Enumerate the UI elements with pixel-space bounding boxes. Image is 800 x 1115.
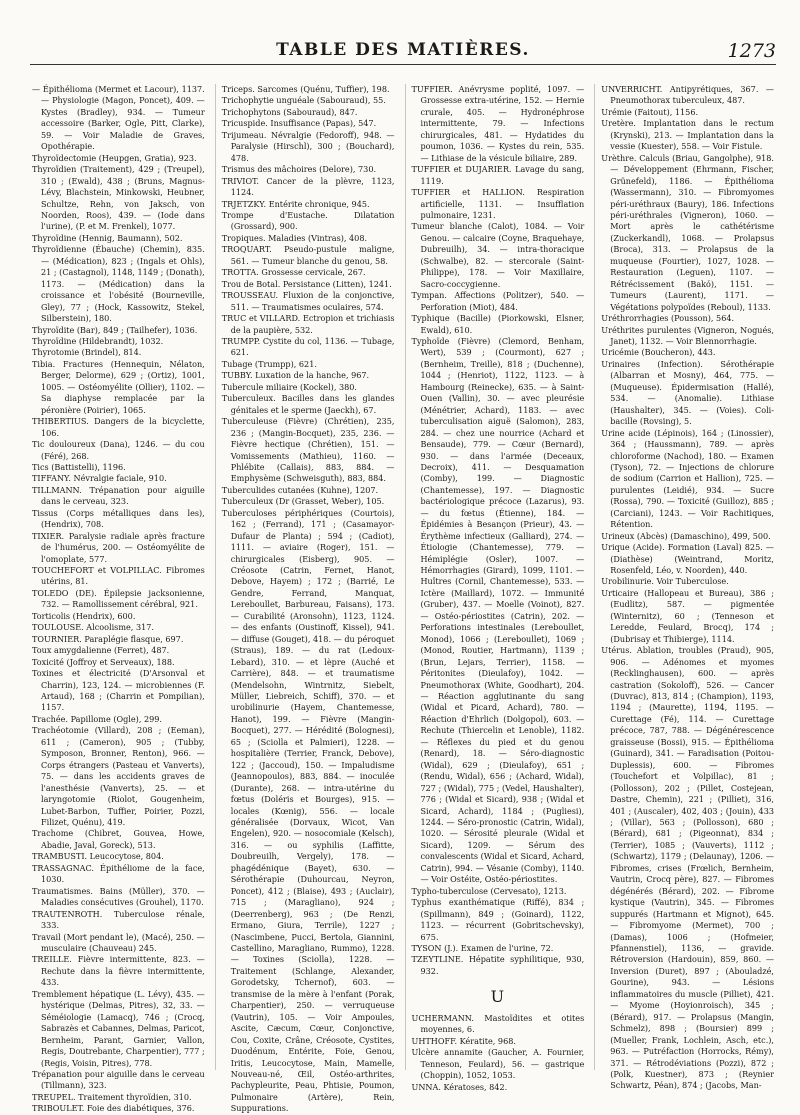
index-entry: Tissus (Corps métalliques dans les), (Hendrix), 708.	[32, 507, 205, 530]
index-column-1	[30, 84, 207, 1114]
index-entry: Tumeur blanche (Calot), 1084. — Voir Genou. — calcaire (Coyne, Braquehaye, Dubreuilh), 34. — intra-thoracique (Schwalbe), 82. — stercorale (Saint-Philippe), 178. — Voir Maxillaire, Sacro-coccygienne.	[411, 221, 585, 289]
index-entry: TOLEDO (DE). Épilepsie jacksonienne, 732. — Ramollissement cérébral, 921.	[32, 587, 205, 610]
index-entry: TYSON (J.). Examen de l'urine, 72.	[411, 942, 554, 953]
index-entry: Thyroïdienne (Ébauche) (Chemin), 835. — (Médication), 823 ; (Ingals et Ohls), 21 ; (Castagnol), 1148, 1149 ; (Donath), 1173. — (Médication) dans la croissance et l'obésité (Bourneville, Gley), 77 ; (Hock, Kassowitz, Stekel, Silberstein), 180.	[32, 244, 205, 324]
index-column-3	[405, 84, 587, 1092]
index-entry: Tuberculeux (Dr (Grasset, Weber), 105.	[221, 496, 385, 507]
index-entry: Trépanation pour aiguille dans le cerveau (Tillmann), 323.	[32, 1068, 205, 1091]
index-entry: Trichophytons (Sabouraud), 847.	[221, 106, 358, 117]
index-entry: TRIBOULET. Foie des diabétiques, 376.	[32, 1103, 195, 1114]
index-entry: TZEYTLINE. Hépatite syphilitique, 930, 932.	[411, 954, 585, 976]
index-entry: Urobilinurie. Voir Tuberculose.	[601, 576, 729, 587]
index-entry: TRASSAGNAC. Épithéliome de la face, 1030.	[32, 862, 205, 885]
index-entry: Urticaire (Hallopeau et Bureau), 386 ; (Eudlitz), 587. — pigmentée (Winternitz), 60 ; (Tenneson et Leredde, Feulard, Brocq), 174 ; (Dubrisay et Thibierge), 1114.	[601, 587, 774, 644]
running-title: TABLE DES MATIÈRES.	[276, 40, 530, 60]
index-entry: Tricuspide. Insuffisance (Papas), 547.	[221, 118, 377, 129]
index-entry: TIFFANY. Névralgie faciale, 910.	[32, 473, 167, 484]
index-entry: Thyroïdectomie (Heupgen, Gratia), 923.	[32, 152, 197, 163]
index-entry: TILLMANN. Trépanation pour aiguille dans le cerveau, 323.	[32, 484, 205, 507]
index-entry: TROTTA. Grossesse cervicale, 267.	[221, 267, 366, 278]
index-entry: Urique (Acide). Formation (Laval) 825. — (Diathèse) (Weintrand, Moritz, Rosenfeld, Léo, v. Noorden), 440.	[601, 542, 774, 576]
index-entry: Traumatismes. Bains (Müller), 370. — Maladies consécutives (Grouhel), 1170.	[32, 885, 205, 908]
index-entry: Typhus exanthématique (Riffé), 834 ; (Spillmann), 849 ; (Goinard), 1122, 1123. — récurrent (Gobritschevsky), 675.	[411, 897, 585, 942]
index-entry: TRIVIOT. Cancer de la plèvre, 1123, 1124.	[221, 175, 395, 198]
index-entry: TRUC et VILLARD. Ectropion et trichiasis de la paupière, 532.	[221, 313, 395, 335]
index-entry: Trichophytie unguéale (Sabouraud), 55.	[221, 95, 386, 106]
index-entry: Urémie (Faitout), 1156.	[601, 106, 699, 117]
index-entry: Tuberculides cutanées (Kuhne), 1207.	[221, 484, 379, 495]
index-entry: Typho-tuberculose (Cervesato), 1213.	[411, 885, 567, 896]
index-entry: TREILLE. Fièvre intermittente, 823. — Rechute dans la fièvre intermittente, 433.	[32, 954, 205, 988]
index-entry: Trachéotomie (Villard), 208 ; (Eeman), 611 ; (Cameron), 905 ; (Tubby, Symposon, Bronner, Renton), 966. — Corps étrangers (Pasteau et Vanverts), 75. — dans les accidents graves de l'anesthésie (Vanverts), 25. — et laryngotomie (Riolot, Gougenheim, Lubet-Barbon, Tuffier, Poirier, Pozzi, Filizet, Quénu), 419.	[32, 725, 205, 827]
index-entry: Uréthrorrhagies (Pousson), 564.	[601, 313, 735, 324]
index-entry: TIXIER. Paralysie radiale après fracture de l'humérus, 200. — Ostéomyélite de l'omoplate, 577.	[32, 530, 205, 564]
index-entry: Travail (Mort pendant le), (Macé), 250. — musculaire (Chauveau) 245.	[32, 931, 205, 953]
index-entry: Trismus des mâchoires (Delore), 730.	[221, 164, 377, 175]
index-entry: TROUSSEAU. Fluxion de la conjonctive, 511. — Traumatismes oculaires, 574.	[221, 290, 395, 312]
index-entry: Uretère. Implantation dans le rectum (Krynski), 213. — Implantation dans la vessie (Kuester), 558. — Voir Fistule.	[601, 118, 774, 152]
index-entry: TROQUART. Pseudo-pustule maligne, 561. — Tumeur blanche du genou, 58.	[221, 244, 395, 266]
index-entry: THIBERTIUS. Dangers de la bicyclette, 106.	[32, 416, 205, 438]
index-entry: Tuberculeuse (Fièvre) (Chrétien), 235, 236 ; (Mangin-Bocquet), 235, 236. — Fièvre hectique (Chrétien), 151. — Vomissements (Mathieu), 1160. — Phlébite (Callais), 883, 884. — Emphysème (Schweisguth), 883, 884.	[221, 416, 395, 484]
index-entry: Toxines et électricité (D'Arsonval et Charrin), 123, 124. — microbiennes (F. Artaud), 168 ; (Charrin et Pompilian), 1157.	[32, 668, 205, 713]
index-entry: UCHERMANN. Mastoïdites et otites moyennes, 6.	[411, 1012, 585, 1035]
index-entry: Urineux (Abcès) (Damaschino), 499, 500.	[601, 530, 771, 541]
index-entry: TOUCHEFORT et VOLPILLAC. Fibromes utérins, 81.	[32, 565, 205, 587]
index-entry: Tuberculeux. Bacilles dans les glandes génitales et le sperme (Jaeckh), 67.	[221, 393, 395, 415]
index-entry: Tremblement hépatique (L. Lévy), 435. — hystérique (Delmas, Pitres), 32, 33. — Séméiologie (Lamacq), 746 ; (Crocq, Sabrazès et Cabannes, Delmas, Paricot, Bernheim, Parant, Garnier, Vallon, Regis, Doutrebante, Charpentier), 777 ; (Regis, Voisin, Pitres), 778.	[32, 988, 205, 1068]
index-entry: Tubage (Trumpp), 621.	[221, 358, 317, 369]
index-entry: Trompe d'Eustache. Dilatation (Grossard), 900.	[221, 209, 395, 232]
index-entry: Uréthrites purulentes (Vigneron, Nogués, Janet), 1132. — Voir Blennorrhagie.	[601, 324, 774, 346]
index-entry: Thyrotomie (Brindel), 814.	[32, 347, 142, 358]
index-entry: Trachée. Papillome (Ogle), 299.	[32, 713, 163, 724]
index-entry: Tic douloureux (Dana), 1246. — du cou (Féré), 268.	[32, 439, 205, 461]
index-entry: Toxicité (Joffroy et Serveaux), 188.	[32, 656, 175, 667]
index-entry: Thyroïdine (Hildebrandt), 1032.	[32, 335, 164, 346]
index-entry: Thyroïdien (Traitement), 429 ; (Treupel), 310 ; (Ewald), 438 ; (Bruns, Magnus-Lévy, Blachstein, Minkowski, Heubner, Schultze, Rehn, von Jaksch, von Noorden, Roos), 439. — (Iode dans l'urine), (P. et M. Frenkel), 1077.	[32, 164, 205, 232]
index-entry: Trachome (Chibret, Gouvea, Howe, Abadie, Javal, Goreck), 513.	[32, 828, 205, 850]
index-column-4	[594, 84, 776, 1091]
index-entry: Thyroïdine (Hennig, Baumann), 502.	[32, 232, 183, 243]
index-entry: Toux amygdalienne (Ferret), 487.	[32, 645, 170, 656]
index-entry: TRAUTENROTH. Tuberculose rénale, 333.	[32, 908, 205, 931]
index-entry: Ulcère annamite (Gaucher, A. Fournier, Tenneson, Feulard), 56. — gastrique (Choppin), 1052, 1053.	[411, 1047, 585, 1081]
index-entry: Thyroïdite (Bar), 849 ; (Tailhefer), 1036.	[32, 324, 198, 335]
index-entry: UNNA. Kératoses, 842.	[411, 1081, 508, 1092]
index-entry: Trou de Botal. Persistance (Litten), 1241.	[221, 278, 392, 289]
index-entry: TOURNIER. Paraplégie flasque, 697.	[32, 633, 184, 644]
index-column-3-u-entries	[412, 1013, 585, 1093]
page-header	[30, 0, 776, 62]
index-entry: TRJETZKY. Entérite chronique, 945.	[221, 198, 370, 209]
index-entry: TREUPEL. Traitement thyroïdien, 310.	[32, 1091, 192, 1102]
header-rule	[30, 64, 776, 65]
index-entry: TUFFIER et DUJARIER. Lavage du sang, 1119.	[411, 164, 585, 186]
index-entry: Triceps. Sarcomes (Quénu, Tuffier), 198.	[221, 84, 390, 94]
index-entry: UNVERRICHT. Antipyrétiques, 367. — Pneumothorax tuberculeux, 487.	[601, 84, 774, 106]
index-column-3-t-entries	[412, 84, 585, 977]
index-entry: Tibia. Fractures (Hennequin, Nélaton, Berger, Delorme), 629 ; (Ortiz), 1001, 1005. — Ostéomyélite (Ollier), 1102. — Sa diaphyse remplacée par la péronière (Poirier), 1065.	[32, 358, 205, 415]
index-entry: Uricémie (Boucheron), 443.	[601, 347, 716, 358]
section-letter-u: U	[490, 987, 506, 1007]
index-entry: Typhoïde (Fièvre) (Clemord, Benham, Wert), 539 ; (Courmont), 627 ; (Bernheim, Treille), 818 ; (Duchenne), 1044 ; (Henriot), 1122, 1123. — à Hambourg (Reinecke), 635. — à Saint-Ouen (Vallin), 30. — avec pleurésie (Ménétrier, Achard), 1183. — avec tuberculisation aiguë (Salomon), 283, 284. — chez une nourrice (Achard et Bensaude), 779. — Cœur (Bernard), 930. — dans l'armée (Deceaux, Decroix), 411. — Desquamation (Comby), 199. — Diagnostic (Chantemesse), 197. — Diagnostic bactériologique précoce (Lazarus), 93. — du fœtus (Étienne), 184. — Épidémies à Besançon (Prieur), 43. — Érythème infectieux (Galliard), 274. — Étiologie (Chantemesse), 779. — Hémiplégie (Osler), 1007. — Hémorrhagies (Girard), 1099, 1101. — Huîtres (Cornil, Chantemesse), 533. — Ictère (Maillard), 1072. — Immunité (Gruber), 437. — Moelle (Voinot), 827. — Ostéo-périostites (Catrin), 202. — Perforations intestinales (Lereboullet, Monod), 1066 ; (Lereboullet), 1069 ; (Monod, Routier, Hartmann), 1139 ; (Brun, Lejars, Terrier), 1158. — Péritonites (Dieulafoy), 1042. — Pneumothorax (White, Goodhart), 204. — Réaction agglutinante du sang (Widal et Picard, Achard), 780. — Réaction d'Ehrlich (Dolgopol), 603. — Rechute (Thiercelin et Lenoble), 1182. — Réflexes du pied et du genou (Renard), 18. — Séro-diagnostic (Widal), 629 ; (Dieulafoy), 651 ; (Rendu, Widal), 656 ; (Achard, Widal), 727 ; (Widal), 775 ; (Vedel, Haushalter), 776 ; (Widal et Sicard), 938 ; (Widal et Sicard, Achard), 1184 ; (Pugliesi), 1244. — Séro-pronostic (Catrin, Widal), 1020. — Sérosité pleurale (Widal et Sicard), 1209. — Sérum des convalescents (Widal et Sicard, Achard, Catrin), 994. — Vésanie (Comby), 1140. — Voir Ostéite, Ostéo-périostites.	[411, 335, 585, 885]
index-entry: Tympan. Affections (Politzer), 540. — Perforation (Miot), 484.	[411, 290, 585, 312]
index-column-2	[215, 84, 397, 1114]
index-entry: — Épithélioma (Mermet et Lacour), 1137. — Physiologie (Magon, Poncet), 409. — Kystes (Bradley), 934. — Tumeur accessoire (Barker, Ogle, Pitt, Clarke), 59. — Voir Maladie de Graves, Opothérapie.	[32, 84, 205, 152]
index-entry: TUBBY. Luxation de la hanche, 967.	[221, 370, 370, 381]
index-entry: Urine acide (Lépinois), 164 ; (Linossier), 364 ; (Haussmann), 789. — après chloroforme (Nachod), 180. — Examen (Tyson), 72. — Injections de chlorure de sodium (Carrion et Hallion), 725. — purulentes (Leidié), 934. — Sucre (Rossa), 790. — Toxicité (Guilloz), 885 ; (Carciani), 1243. — Voir Rachitiques, Rétention.	[601, 427, 774, 530]
index-entry: Tuberculoses périphériques (Courtois), 162 ; (Ferrand), 171 ; (Casamayor-Dufaur de Planta) ; 594 ; (Cadiot), 1111. — aviaire (Roger), 151. — chirurgicales (Eisberg), 905. — Créosote (Catrin, Fernet, Hanot, Debove, Hayem) ; 172 ; (Barrié, Le Gendre, Ferrand, Manquat, Lereboullet, Barbureau, Faisans), 173. — Curabilité (Aronsohn), 1123, 1124. — des enfants (Oustinoff, Kissel), 941. — diffuse (Gouget), 418. — du péroquet (Straus), 189. — du rat (Ledoux-Lebard), 310. — et lèpre (Auché et Carrière), 848. — et traumatisme (Mendelsohn, Wintrnitz, Siebelt, Müller, Liebreich, Schiff), 370. — et urobilinurie (Hayem, Chantemesse, Hanot), 199. — Fièvre (Mangin-Bocquet), 277. — Hérédité (Bolognesi), 65 ; (Sciolla et Palmieri), 1228. — hospitalière (Terrier, Franck, Debove), 122 ; (Jaccoud), 150. — Impaludisme (Jeannopoulos), 883, 884. — inoculée (Durante), 268. — intra-utérine du fœtus (Doléris et Bourges), 915. — locales (Kœnig), 556. — locale généralisée (Dorvaux, Wicot, Van Engelen), 920. — nosocomiale (Kelsch), 316. — ou syphilis (Laffitte, Doubreuilh, Vergely), 178. — phagédénique (Bayet), 630. — Sérothérapie (Duhourcau, Neyron, Poncet), 412 ; (Blaise), 493 ; (Auclair), 715 ; (Maragliano), 924 ; (Deerrenberg), 963 ; (De Renzi, Ermano, Giura, Terrile), 1227 ; (Nascimbene, Pucci, Bertola, Giannini, Castellino, Maragliano, Rummo), 1228. — Toxines (Sciolla), 1228. — Traitement (Schlange, Alexander, Gorodetsky, Tchernof), 603. — transmise de la mère à l'enfant (Porak, Charpentier), 250. — verruqueuse (Vautrin), 105. — Voir Ampoules, Ascite, Cæcum, Cœur, Conjonctive, Cou, Coxite, Crâne, Créosote, Cystites, Duodénum, Entérite, Foie, Genou, Iritis, Leucocytose, Main, Mamelle, Nouveau-né, Œil, Ostéo-arthrites, Pachypleurite, Peau, Phtisie, Poumon, Pulmonaire (Artère), Rein, Suppurations.	[221, 507, 395, 1114]
index-entry: TUFFIER et HALLION. Respiration artificielle, 1131. — Insufflation pulmonaire, 1231.	[411, 187, 585, 220]
index-entry: Urèthre. Calculs (Briau, Gangolphe), 918. — Développement (Ehrmann, Fischer, Grünefeld), 1186. — Épithélioma (Wassermann), 310. — Fibromyomes péri-uréthraux (Baury), 186. Infections péri-uréthrales (Vigneron), 1060. — Mort après le cathétérisme (Zuckerkandl), 1068. — Prolapsus (Broca), 313. — Prolapsus de la muqueuse (Fourtier), 1027, 1028. — Restauration (Leguen), 1107. — Rétrécissement (Bakó), 1151. — Tumeurs (Laurent), 1171. — Végétations polypoïdes (Reboul), 1133.	[601, 152, 774, 312]
index-entry: TRAMBUSTI. Leucocytose, 804.	[32, 851, 164, 862]
index-entry: TOULOUSE. Alcoolisme, 317.	[32, 622, 154, 633]
index-entry: Utérus. Ablation, troubles (Praud), 905, 906. — Adénomes et myomes (Recklinghausen), 600. — après castration (Sokoloff), 526. — Cancer (Duvrac), 813, 814 ; (Champion), 1193, 1194 ; (Maurette), 1194, 1195. — Curettage (Fé), 114. — Curettage précoce, 787, 788. — Dégénérescence graisseuse (Bossi), 915. — Épithélioma (Guinard), 341. — Faradisation (Poitou-Duplessis), 600. — Fibromes (Touchefort et Volpillac), 81 ; (Pollosson), 202 ; (Pillet, Costejean, Dastre, Chemin), 221 ; (Pilliet), 316, 401 ; (Auscaler), 402, 403 ; (Jouin), 433 ; (Villar), 563 ; (Pollosson), 680 ; (Bérard), 681 ; (Pigeonnat), 834 ; (Terrier), 1085 ; (Vauverts), 1112 ; (Schwartz), 1179 ; (Delaunay), 1206. — Fibromes, crises (Frœlich, Bernheim, Vautrin, Crocq père), 827. — Fibromes dégénérés (Bérard), 202. — Fibrome kystique (Vautrin), 345. — Fibromes suppurés (Hartmann et Mignot), 645. — Fibromyome (Mermet), 700 ; (Damas), 1006 ; (Hofmeier, Pfannenstiel), 1136, — gravide. Rétroversion (Hardouin), 859, 860. — Inversion (Duret), 897 ; (Abouladzé, Gourine), 943. — Lésions inflammatoires du muscle (Pilliet), 421. — Myome (Hoyionroisch), 345 ; (Bérard), 917. — Prolapsus (Mangin, Schmelz), 898 ; (Boursier) 899 ; (Mueller, Frank, Lochlein, Asch, etc.), 963. — Putréfaction (Horrocks, Rémy), 371. — Rétrodéviations (Pozzi), 872 ; (Polk, Kuestner), 873 ; (Reynier Schwartz, Péan), 874 ; (Jacobs, Man-	[601, 645, 774, 1091]
index-entry: Typhique (Bacille) (Piorkowski, Elsner, Ewald), 610.	[411, 313, 585, 335]
index-entry: Tropiques. Maladies (Vintras), 408.	[221, 232, 368, 243]
index-entry: UHTHOFF. Kératite, 968.	[411, 1035, 516, 1046]
index-entry: TUFFIER. Anévrysme poplité, 1097. — Grossesse extra-utérine, 152. — Hernie crurale, 405. — Hydronéphrose intermittente, 79. — Infections chirurgicales, 481. — Hydatides du poumon, 1036. — Kystes du rein, 535. — Lithiase de la vésicule biliaire, 289.	[411, 84, 585, 163]
index-entry: Torticolis (Hendrix), 600.	[32, 610, 136, 621]
index-columns	[30, 84, 776, 1114]
index-entry: Tics (Battistelli), 1196.	[32, 461, 126, 472]
index-entry: Urinaires (Infection). Sérothérapie (Albarran et Mosny), 464, 775. — (Muqueuse). Épidermisation (Hallé), 534. — (Anomalie). Lithiase (Haushalter), 345. — (Voies). Coli-bacille (Rovsing), 5.	[601, 358, 774, 427]
index-entry: Tubercule miliaire (Kockel), 380.	[221, 381, 357, 392]
page-number: 1273	[727, 40, 776, 62]
index-entry: TRUMPP. Cystite du col, 1136. — Tubage, 621.	[221, 335, 395, 358]
index-entry: Trijumeau. Névralgie (Fedoroff), 948. — Paralysie (Hirschl), 300 ; (Bouchard), 478.	[221, 129, 395, 163]
